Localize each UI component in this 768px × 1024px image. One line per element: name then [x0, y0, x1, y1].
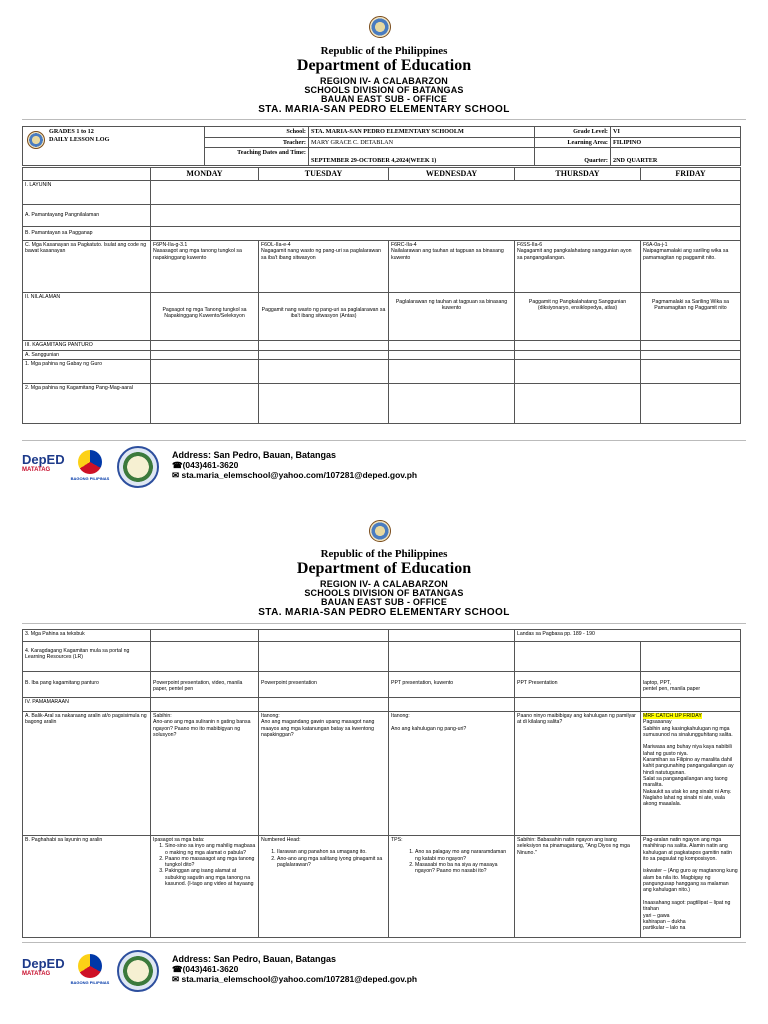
day-tuesday: TUESDAY	[259, 168, 389, 181]
sub-office-line-2: BAUAN EAST SUB - OFFICE	[320, 597, 448, 607]
school-label: School:	[205, 127, 309, 138]
cell	[259, 384, 389, 424]
sub-office-line: BAUAN EAST SUB - OFFICE	[320, 94, 448, 104]
iba-pang-friday: laptop, PPT, pentel pen, manila paper	[641, 672, 741, 698]
quarter-value: 2ND QUARTER	[611, 148, 741, 166]
row-kasanayan: C. Mga Kasanayan sa Pagkatuto. Isulat ang code ng bawat kasanayan	[23, 241, 151, 293]
cell	[515, 351, 641, 360]
paghahabi-wednesday-head: TPS:	[391, 837, 403, 843]
dates-value: SEPTEMBER 29-OCTOBER 4,2024(WEEK 1)	[309, 148, 535, 166]
paghahabi-tuesday-item: 2. Ano-ano ang mga salitang iyong ginagamit sa paglalarawan?	[277, 856, 386, 869]
kasanayan-wednesday: F6RC-IIa-4 Nailalarawan ang tauhan at tagpuan sa binasang kuwento	[389, 241, 515, 293]
row-paghahabi: B. Paghahabi sa layunin ng aralin	[23, 836, 151, 938]
paghahabi-wednesday-item: 2. Masasabi mo ba na siya ay masaya ngayon? Paano mo nasabi ito?	[415, 862, 512, 875]
cell	[641, 384, 741, 424]
deped-seal-icon-2	[369, 520, 391, 542]
paghahabi-monday-head: Ipasagot sa mga bata:	[153, 837, 205, 843]
row-nilalaman: II. NILALAMAN	[23, 293, 151, 341]
paghahabi-monday-item: 3. Pakinggan ang isang alamat at subuking sagutin ang mga tanong na kasunod. (I-tago ang video at hayaang	[165, 868, 256, 887]
cell	[641, 698, 741, 712]
page-2	[0, 508, 768, 1024]
row-iba-pang: B. Iba pang kagamitang panturo	[23, 672, 151, 698]
paghahabi-tuesday-head: Numbered Head:	[261, 837, 301, 843]
region-line: REGION IV- A CALABARZON	[320, 76, 448, 86]
footer-divider	[22, 440, 746, 441]
cell	[259, 360, 389, 384]
school-seal-icon-2	[117, 950, 159, 992]
cell	[151, 360, 259, 384]
paghahabi-wednesday-item: 1. Ano sa palagay mo ang nararamdaman ng katabi mo ngayon?	[415, 849, 512, 862]
nilalaman-tuesday: Paggamit nang wasto ng pang-uri sa paglalarawan sa iba't ibang sitwasyon (Antas)	[259, 293, 389, 341]
cell	[259, 341, 389, 351]
footer-address-2: Address: San Pedro, Bauan, Batangas	[172, 954, 337, 964]
cell	[259, 351, 389, 360]
dates-label: Teaching Dates and Time:	[205, 148, 309, 166]
division-line: SCHOOLS DIVISION OF BATANGAS	[304, 85, 464, 95]
nilalaman-monday: Pagsagot ng mga Tanong tungkol sa Napakinggang Kuwento/Seleksyon	[151, 293, 259, 341]
school-value: STA. MARIA-SAN PEDRO ELEMENTARY SCHOOLM	[309, 127, 535, 138]
cell	[259, 698, 389, 712]
deped-seal-icon	[369, 16, 391, 38]
cell	[259, 642, 389, 672]
paghahabi-thursday: Sabihin: Babasahin natin ngayon ang isang seleksiyon na pinamagatang, "Ang Diyos ng mga Ninuno."	[515, 836, 641, 938]
area-value: FILIPINO	[611, 137, 741, 148]
row-kagamitan: III. KAGAMITANG PANTURO	[23, 341, 151, 351]
paghahabi-friday: Pag-aralan natin ngayon ang mga mahihirap na salita. Alamin natin ang kahulugan at pagkatapos gamitin natin ito sa pagsulat ng komposisyon. iskwater – (Ang guro ay magtanong kung alam ba nila ito. Magbigay ng pangungusap hanggang sa malaman ang kahulugan nito.) Inaasahang sagot: pagtilipat – lipat ng tirahan yari – gawa kahirapan – dukha partikular – lalo na	[641, 836, 741, 938]
footer-address-block	[172, 450, 417, 480]
area-label: Learning Area:	[535, 137, 611, 148]
dll-title: GRADES 1 to 12 DAILY LESSON LOG	[23, 127, 205, 166]
cell	[641, 341, 741, 351]
balik-friday-cell	[641, 712, 741, 836]
cell	[151, 698, 259, 712]
balik-wednesday: Itanong: Ano ang kahulugan ng pang-uri?	[389, 712, 515, 836]
header-divider-2	[22, 623, 746, 624]
footer-email: ✉ sta.maria_elemschool@yahoo.com/107281@deped.gov.ph	[172, 470, 418, 480]
corner-cell	[23, 168, 151, 181]
deped-seal-small-icon	[27, 131, 45, 149]
region-line-2: REGION IV- A CALABARZON	[320, 579, 448, 589]
cell	[151, 341, 259, 351]
school-line: STA. MARIA-SAN PEDRO ELEMENTARY SCHOOL	[258, 104, 510, 115]
footer-divider-2	[22, 942, 746, 943]
row-pamantayan-pagganap: B. Pamantayan sa Pagganap	[23, 227, 151, 241]
cell	[389, 360, 515, 384]
cell	[259, 630, 389, 642]
division-line-2: SCHOOLS DIVISION OF BATANGAS	[304, 588, 464, 598]
cell	[515, 698, 641, 712]
footer-address-block-2	[172, 954, 417, 984]
header-divider	[22, 119, 746, 120]
kasanayan-tuesday: F6OL-IIa-e-4 Nagagamit nang wasto ng pang-uri sa paglalarawan sa iba't ibang sitwasyon	[259, 241, 389, 293]
school-seal-icon	[117, 446, 159, 488]
cell	[151, 630, 259, 642]
department-title: Department of Education	[296, 57, 472, 74]
layunin-span	[151, 181, 741, 205]
cell	[151, 642, 259, 672]
cell	[515, 642, 641, 672]
page-1	[0, 0, 768, 508]
quarter-label: Quarter:	[535, 148, 611, 166]
iba-pang-thursday: PPT Presentation	[515, 672, 641, 698]
nilalaman-friday: Pagmamalaki sa Sariling Wika sa Pamamagitan ng Paggamit nito	[641, 293, 741, 341]
cell	[389, 384, 515, 424]
balik-tuesday: Itanong: Ano ang magandang gawin upang masagot nang maayos ang mga katanungan batay sa kwentong napakinggan?	[259, 712, 389, 836]
balik-thursday: Paano ninyo maibibigay ang kahulugan ng pamilyar at di kilalang salita?	[515, 712, 641, 836]
footer-page1	[22, 444, 746, 494]
day-monday: MONDAY	[151, 168, 259, 181]
day-wednesday: WEDNESDAY	[389, 168, 515, 181]
footer-phone: ☎(043)461-3620	[172, 460, 239, 470]
pagganap-span	[151, 227, 741, 241]
nilalaman-thursday: Paggamit ng Pangkalahatang Sanggunian (diksiyonaryo, ensiklopedya, atlas)	[515, 293, 641, 341]
cell	[641, 351, 741, 360]
paghahabi-monday-item: 2. Paano mo masasagot ang mga tanong tungkol dito?	[165, 856, 256, 869]
day-thursday: THURSDAY	[515, 168, 641, 181]
footer-page2	[22, 948, 746, 998]
footer-address: Address: San Pedro, Bauan, Batangas	[172, 450, 337, 460]
cell	[151, 351, 259, 360]
paghahabi-monday	[151, 836, 259, 938]
row-teksbuk: 3. Mga Pahina sa teksbuk	[23, 630, 151, 642]
iba-pang-monday: Powerpoint presentation, video, manila paper, pentel pen	[151, 672, 259, 698]
cell	[641, 642, 741, 672]
kasanayan-friday: F6A-0a-j-1 Naipagmamalaki ang sariling wika sa pamamagitan ng paggamit nito.	[641, 241, 741, 293]
row-karagdagang: 4. Karagdagang Kagamitan mula sa portal ng Learning Resources (LR)	[23, 642, 151, 672]
republic-line: Republic of the Philippines	[320, 45, 448, 57]
balik-monday: Sabihin: Ano-ano ang mga suliranin n gating bansa ngayon? Paano mo ito mabibigyan ng solusyon?	[151, 712, 259, 836]
kasanayan-thursday: F6SS-IIa-6 Nagagamit ang pangkalahatang sanggunian ayon sa pangangailangan.	[515, 241, 641, 293]
row-pamamaraan: IV. PAMAMARAAN	[23, 698, 151, 712]
republic-line-2: Republic of the Philippines	[320, 548, 448, 560]
kasanayan-monday: F6PN-IIa-g-3.1 Nasasagot ang mga tanong tungkol sa napakinggang kuwento	[151, 241, 259, 293]
grade-label: Grade Level:	[535, 127, 611, 138]
row-layunin: I. LAYUNIN	[23, 181, 151, 205]
dll-table-page1	[22, 167, 741, 424]
cell	[641, 360, 741, 384]
catch-up-friday-tag: MRF CATCH UP FRIDAY	[643, 713, 702, 719]
cell	[151, 384, 259, 424]
cell	[389, 630, 515, 642]
cell	[389, 642, 515, 672]
balik-friday: Pagsasanay Sabihin ang kasingkahulugan ng mga sumusunod na sinalungguhitang salita. Mariwasa ang buhay niya kaya nabibili lahat ng gusto niya. Karamihan sa Filipino ay maralita dahil kahit pangunahing pangangailangan ay hindi natutugunan. Salat sa pangangailangan ang taong maralita. Nakaukit sa utak ko ang sinabi ni Amy. Naglaho lahat ng sinabi ni ate, wala akong maaalala.	[643, 719, 734, 808]
row-balik-aral: A. Balik-Aral sa nakaraang aralin at/o pagsisimula ng bagong aralin	[23, 712, 151, 836]
cell	[389, 698, 515, 712]
school-line-2: STA. MARIA-SAN PEDRO ELEMENTARY SCHOOL	[258, 607, 510, 618]
paghahabi-wednesday	[389, 836, 515, 938]
cell	[515, 384, 641, 424]
deped-matatag-logo-2: DepED MATATAG	[22, 956, 65, 977]
iba-pang-tuesday: Powerpoint presentation	[259, 672, 389, 698]
row-pamantayang-pangnilalaman: A. Pamantayang Pangnilalaman	[23, 205, 151, 227]
paghahabi-monday-item: 1. Sino-sino sa inyo ang mahilig magbasa o making ng mga alamat o pabula?	[165, 843, 256, 856]
cell	[389, 351, 515, 360]
grade-value: VI	[611, 127, 741, 138]
nilalaman-wednesday: Paglalarawan ng tauhan at tagpuan sa binasang kuwento	[389, 293, 515, 341]
teacher-label: Teacher:	[205, 137, 309, 148]
day-friday: FRIDAY	[641, 168, 741, 181]
iba-pang-wednesday: PPT presentation, kuwento	[389, 672, 515, 698]
pamantayang-span	[151, 205, 741, 227]
teksbuk-thursday: Landas sa Pagbasa pp. 189 - 190	[515, 630, 741, 642]
bagong-pilipinas-logo-2: BAGONG PILIPINAS	[70, 952, 110, 986]
bagong-pilipinas-logo: BAGONG PILIPINAS	[70, 448, 110, 482]
row-gabay: 1. Mga pahina ng Gabay ng Guro	[23, 360, 151, 384]
footer-phone-2: ☎(043)461-3620	[172, 964, 239, 974]
cell	[389, 341, 515, 351]
paghahabi-tuesday-item: 1. Ilarawan ang panahon sa umagang ito.	[277, 849, 386, 855]
dll-info-table	[22, 126, 741, 166]
deped-matatag-logo: DepED MATATAG	[22, 452, 65, 473]
paghahabi-tuesday	[259, 836, 389, 938]
dll-table-page2	[22, 629, 741, 938]
teacher-value: MARY GRACE C. DETABLAN	[309, 137, 535, 148]
department-title-2: Department of Education	[296, 560, 472, 577]
footer-email-2: ✉ sta.maria_elemschool@yahoo.com/107281@deped.gov.ph	[172, 974, 418, 984]
row-pang-mag-aaral: 2. Mga pahina ng Kagamitang Pang-Mag-aaral	[23, 384, 151, 424]
row-sanggunian: A. Sanggunian	[23, 351, 151, 360]
cell	[515, 341, 641, 351]
cell	[515, 360, 641, 384]
